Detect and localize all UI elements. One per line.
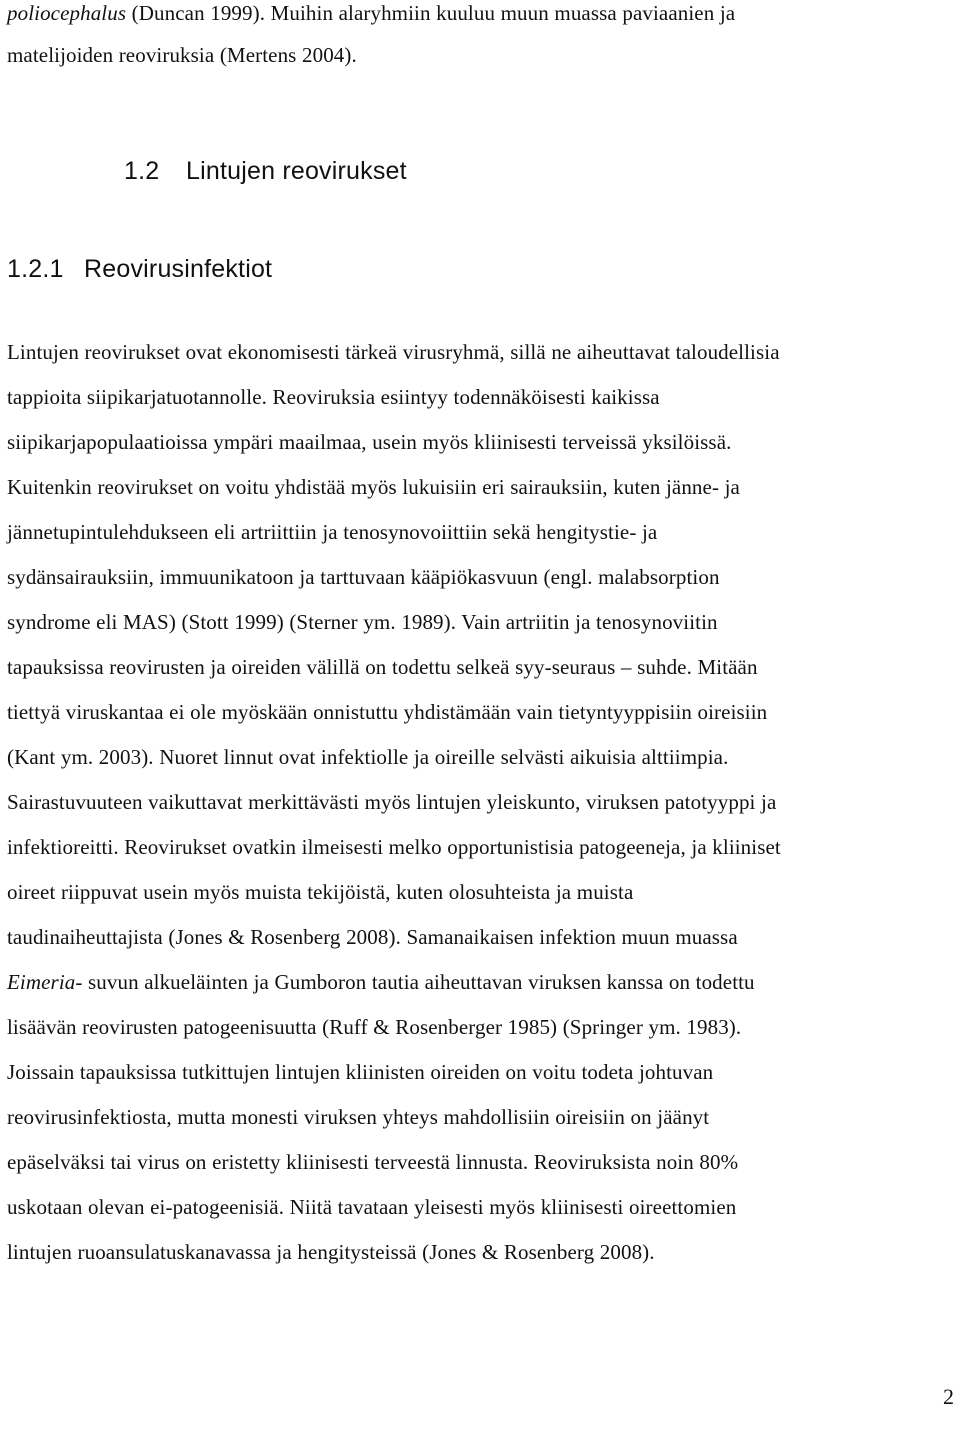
line-text: matelijoiden reoviruksia (Mertens 2004).	[7, 43, 357, 67]
page-number: 2	[943, 1384, 954, 1409]
text-line	[7, 339, 780, 365]
line-text: Joissain tapauksissa tutkittujen lintujen kliinisten oireiden on voitu todeta johtuvan	[7, 1060, 714, 1084]
line-text: Lintujen reovirukset ovat ekonomisesti tärkeä virusryhmä, sillä ne aiheuttavat taloudellisia	[7, 340, 780, 364]
line-text: tiettyä viruskantaa ei ole myöskään onnistuttu yhdistämään vain tietyntyyppisiin oireisiin	[7, 700, 768, 724]
line-text: reovirusinfektiosta, mutta monesti viruksen yhteys mahdollisiin oireisiin on jäänyt	[7, 1105, 710, 1129]
text-line	[7, 924, 738, 950]
text-line	[7, 1059, 713, 1085]
line-text: oireet riippuvat usein myös muista tekijöistä, kuten olosuhteista ja muista	[7, 880, 634, 904]
text-line	[7, 609, 718, 635]
line-text: tappioita siipikarjatuotannolle. Reoviruksia esiintyy todennäköisesti kaikissa	[7, 385, 660, 409]
line-text: Sairastuvuuteen vaikuttavat merkittävästi myös lintujen yleiskunto, viruksen patotyyppi ja	[7, 790, 777, 814]
subsection-number: 1.2.1	[7, 255, 64, 283]
text-line	[7, 654, 758, 680]
italic-term: Eimeria	[7, 970, 76, 994]
text-line	[7, 1149, 738, 1175]
text-line	[7, 1194, 736, 1220]
text-line	[7, 519, 657, 545]
text-line	[7, 699, 767, 725]
line-text: uskotaan olevan ei-patogeenisiä. Niitä tavataan yleisesti myös kliinisesti oireettomien	[7, 1195, 737, 1219]
text-line	[7, 1239, 655, 1265]
text-line	[7, 0, 735, 26]
line-text: (Duncan 1999). Muihin alaryhmiin kuuluu muun muassa paviaanien ja	[126, 1, 736, 25]
subsection-heading	[7, 254, 272, 284]
line-text: syndrome eli MAS) (Stott 1999) (Sterner ym. 1989). Vain artriitin ja tenosynoviitin	[7, 610, 718, 634]
italic-term: poliocephalus	[7, 1, 127, 25]
line-text: lintujen ruoansulatuskanavassa ja hengitysteissä (Jones & Rosenberg 2008).	[7, 1240, 655, 1264]
text-line	[7, 879, 633, 905]
line-text: Kuitenkin reovirukset on voitu yhdistää myös lukuisiin eri sairauksiin, kuten jänne- ja	[7, 475, 740, 499]
section-heading	[124, 156, 407, 186]
subsection-title: Reovirusinfektiot	[84, 255, 273, 283]
text-line	[7, 789, 776, 815]
line-text: lisäävän reovirusten patogeenisuutta (Ruff & Rosenberger 1985) (Springer ym. 1983).	[7, 1015, 742, 1039]
text-line	[7, 1014, 741, 1040]
text-line	[7, 969, 755, 995]
line-text: sydänsairauksiin, immuunikatoon ja tarttuvaan kääpiökasvuun (engl. malabsorption	[7, 565, 720, 589]
line-text: infektioreitti. Reovirukset ovatkin ilmeisesti melko opportunistisia patogeeneja, ja kliiniset	[7, 835, 781, 859]
line-text: jännetupintulehdukseen eli artriittiin ja tenosynovoiittiin sekä hengitystie- ja	[7, 520, 658, 544]
line-text: tapauksissa reovirusten ja oireiden välillä on todettu selkeä syy-seuraus – suhde. Mitään	[7, 655, 758, 679]
line-text: taudinaiheuttajista (Jones & Rosenberg 2008). Samanaikaisen infektion muun muassa	[7, 925, 738, 949]
section-title: Lintujen reovirukset	[186, 157, 407, 185]
text-line	[7, 564, 720, 590]
section-number: 1.2	[124, 157, 160, 185]
text-line	[7, 384, 660, 410]
text-line	[7, 42, 357, 68]
text-line	[7, 474, 740, 500]
line-text: epäselväksi tai virus on eristetty kliinisesti terveestä linnusta. Reoviruksista noin 80%	[7, 1150, 739, 1174]
text-line	[7, 834, 781, 860]
line-text: siipikarjapopulaatioissa ympäri maailmaa, usein myös kliinisesti terveissä yksilöissä.	[7, 430, 732, 454]
text-line	[7, 744, 728, 770]
text-line	[7, 429, 731, 455]
line-text: - suvun alkueläinten ja Gumboron tautia aiheuttavan viruksen kanssa on todettu	[75, 970, 755, 994]
line-text: (Kant ym. 2003). Nuoret linnut ovat infektiolle ja oireille selvästi aikuisia alttiimpia.	[7, 745, 729, 769]
text-line	[7, 1104, 709, 1130]
